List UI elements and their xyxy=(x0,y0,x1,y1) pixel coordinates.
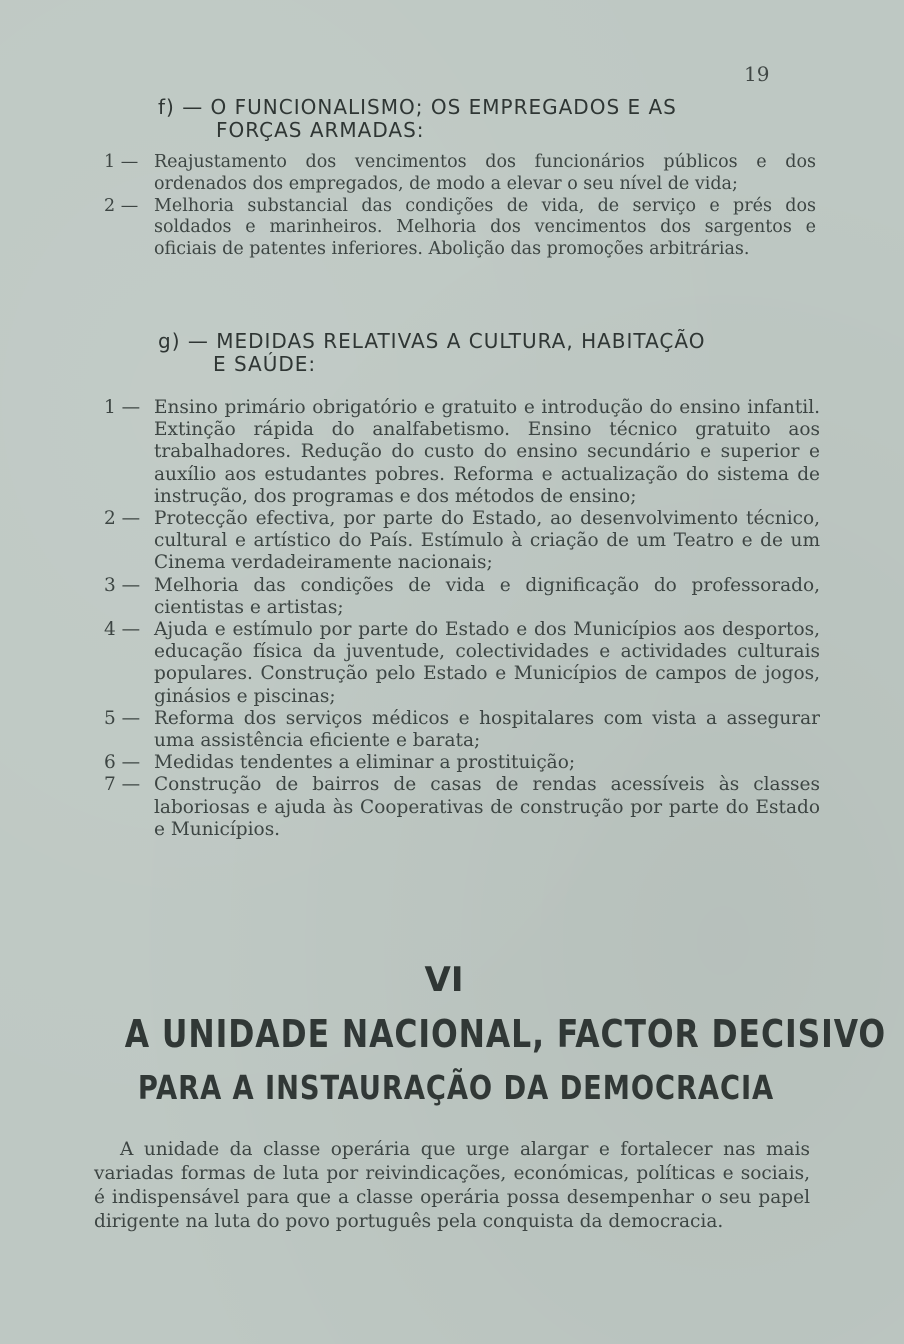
body-paragraph: A unidade da classe operária que urge alargar e fortalecer nas mais variadas formas de luta por reivindicações, económicas, políticas e sociais, é indispensável para que a classe operária possa desempenhar o seu papel dirigente na luta do povo português pela conquista da democracia. xyxy=(94,1139,810,1232)
section-g-heading xyxy=(158,330,705,376)
list-item-text: Melhoria substancial das condições de vida, de serviço e prés dos soldados e marinheiros. Melhoria dos vencimentos dos sargentos e oficiais de patentes inferiores. Abolição das promoções arbitrárias. xyxy=(154,195,816,260)
section-title-line2: PARA A INSTAURAÇÃO DA DEMOCRACIA xyxy=(137,1068,775,1107)
section-number: VI xyxy=(424,960,464,1000)
list-item xyxy=(104,752,820,774)
list-item-number: 2 — xyxy=(104,508,141,530)
section-g-heading-line2: E SAÚDE: xyxy=(213,352,317,376)
list-item xyxy=(104,196,816,261)
section-f-heading-line2: FORÇAS ARMADAS: xyxy=(216,118,425,142)
list-item-text: Melhoria das condições de vida e dignificação do professorado, cientistas e artistas; xyxy=(154,574,820,618)
list-item-text: Construção de bairros de casas de rendas acessíveis às classes laboriosas e ajuda às Cooperativas de construção por parte do Estado e Municípios. xyxy=(154,774,820,840)
list-item-text: Ajuda e estímulo por parte do Estado e dos Municípios aos desportos, educação física da juventude, colectividades e actividades culturais populares. Construção pelo Estado e Municípios de campos de jogos, ginásios e piscinas; xyxy=(154,619,820,707)
list-item xyxy=(104,152,816,196)
list-item-number: 1 — xyxy=(104,152,139,172)
list-item xyxy=(104,575,820,619)
section-title-line1: A UNIDADE NACIONAL, FACTOR DECISIVO xyxy=(124,1012,887,1056)
list-item-number: 7 — xyxy=(104,774,141,796)
list-item-text: Medidas tendentes a eliminar a prostituição; xyxy=(154,752,576,774)
page-number: 19 xyxy=(744,62,770,86)
section-g-list xyxy=(104,397,820,841)
list-item xyxy=(104,619,820,708)
list-item-number: 4 — xyxy=(104,619,141,641)
list-item xyxy=(104,397,820,508)
list-item xyxy=(104,708,820,752)
section-f-heading xyxy=(158,96,677,142)
list-item-number: 2 — xyxy=(104,195,139,216)
list-item-number: 5 — xyxy=(104,707,141,729)
section-f-heading-line1: f) — O FUNCIONALISMO; OS EMPREGADOS E AS xyxy=(158,95,677,119)
list-item-number: 1 — xyxy=(104,397,141,418)
list-item-text: Ensino primário obrigatório e gratuito e introdução do ensino infantil. Extinção rápida do analfabetismo. Ensino técnico gratuito aos trabalhadores. Redução do custo do ensino secundário e superior e auxílio aos estudantes pobres. Reforma e actualização do sistema de instrução, dos programas e dos métodos de ensino; xyxy=(154,397,820,507)
section-g-heading-line1: g) — MEDIDAS RELATIVAS A CULTURA, HABITAÇÃO xyxy=(158,329,706,353)
list-item-number: 3 — xyxy=(104,574,141,596)
list-item xyxy=(104,774,820,841)
section-f-list xyxy=(104,152,816,261)
list-item-text: Reajustamento dos vencimentos dos funcionários públicos e dos ordenados dos empregados, de modo a elevar o seu nível de vida; xyxy=(154,152,816,194)
list-item-text: Protecção efectiva, por parte do Estado, ao desenvolvimento técnico, cultural e artístico do País. Estímulo à criação de um Teatro e de um Cinema verdadeiramente nacionais; xyxy=(154,508,820,574)
list-item-text: Reforma dos serviços médicos e hospitalares com vista a assegurar uma assistência eficiente e barata; xyxy=(154,707,820,752)
list-item xyxy=(104,508,820,575)
list-item-number: 6 — xyxy=(104,752,141,774)
